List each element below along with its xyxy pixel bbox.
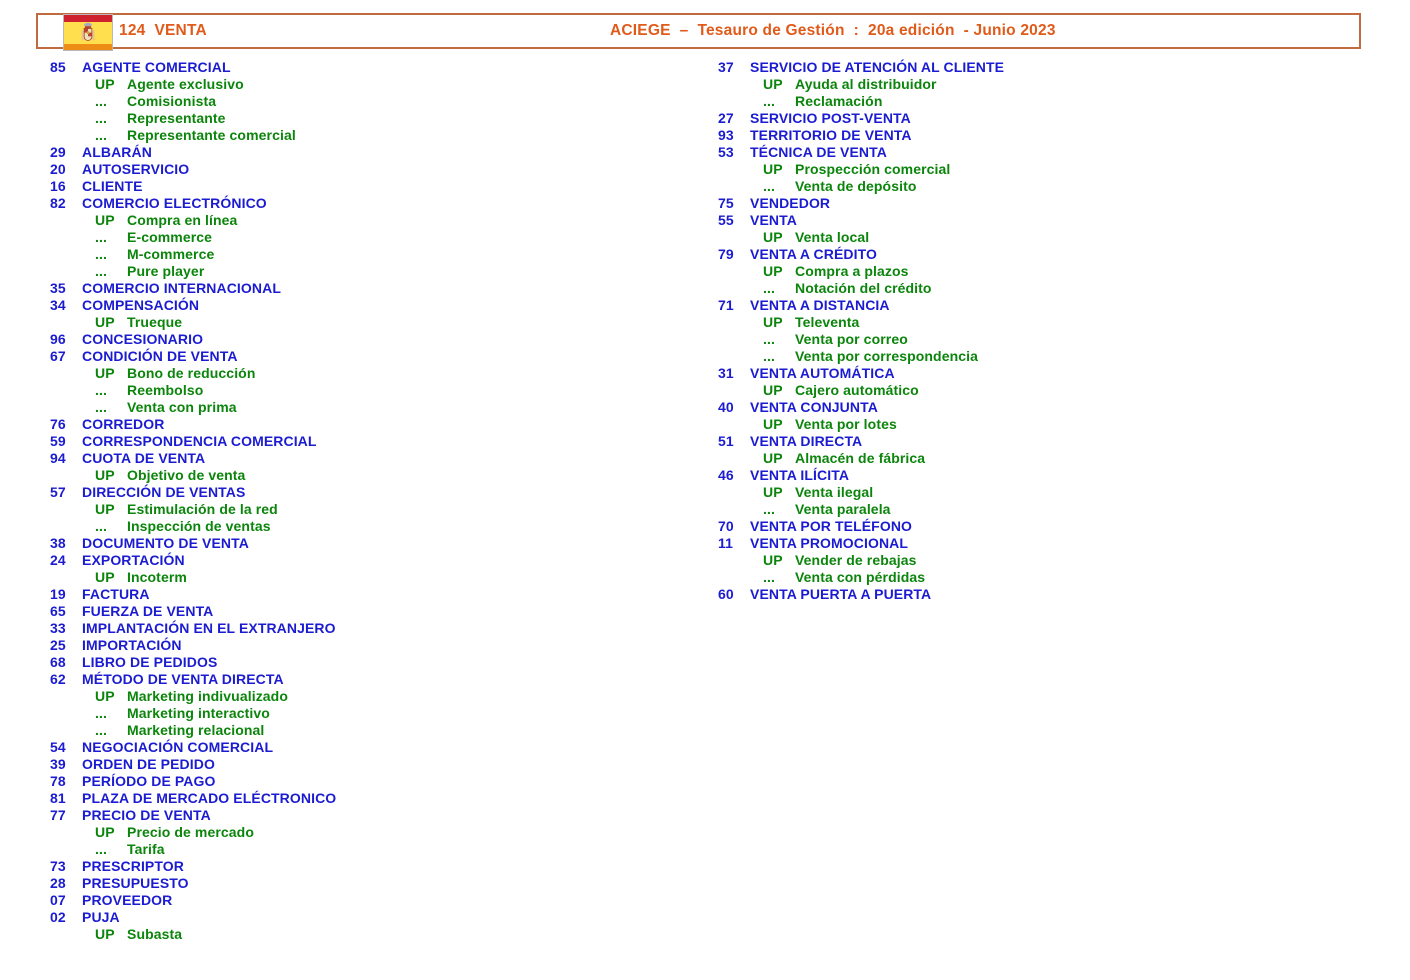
term-label: VENTA	[750, 212, 797, 228]
term-label: IMPLANTACIÓN EN EL EXTRANJERO	[82, 620, 336, 636]
subterm-row	[95, 93, 690, 110]
subterm-label: Representante comercial	[127, 127, 296, 143]
term-label: VENTA POR TELÉFONO	[750, 518, 913, 534]
subterm-row	[763, 263, 1378, 280]
term-label: VENTA ILÍCITA	[750, 467, 850, 483]
subterm-label: Marketing interactivo	[127, 705, 270, 721]
subterm-label: Agente exclusivo	[127, 76, 244, 92]
subterm-label: M-commerce	[127, 246, 215, 262]
subterm-row	[95, 314, 690, 331]
term-number: 28	[50, 875, 66, 891]
subterm-row	[95, 705, 690, 722]
term-row	[50, 586, 690, 603]
term-row	[50, 280, 690, 297]
subterm-prefix: UP	[763, 450, 783, 466]
term-row	[50, 807, 690, 824]
subterm-row	[763, 552, 1378, 569]
term-label: PERÍODO DE PAGO	[82, 773, 216, 789]
term-label: PRESUPUESTO	[82, 875, 189, 891]
term-label: ORDEN DE PEDIDO	[82, 756, 215, 772]
subterm-label: Marketing indivualizado	[127, 688, 288, 704]
subterm-row	[95, 365, 690, 382]
term-number: 62	[50, 671, 66, 687]
terms-right-column	[718, 59, 1378, 603]
term-row	[50, 433, 690, 450]
subterm-label: Trueque	[127, 314, 183, 330]
subterm-prefix: ...	[95, 229, 107, 245]
subterm-label: Tarifa	[127, 841, 165, 857]
term-number: 77	[50, 807, 66, 823]
subterm-row	[95, 263, 690, 280]
term-row	[50, 195, 690, 212]
subterm-row	[95, 110, 690, 127]
term-number: 68	[50, 654, 66, 670]
subterm-row	[95, 824, 690, 841]
term-row	[50, 892, 690, 909]
term-number: 34	[50, 297, 66, 313]
subterm-row	[763, 484, 1378, 501]
term-number: 29	[50, 144, 66, 160]
term-label: COMERCIO INTERNACIONAL	[82, 280, 281, 296]
subterm-label: Bono de reducción	[127, 365, 256, 381]
subterm-row	[763, 314, 1378, 331]
term-row	[718, 144, 1378, 161]
term-label: ALBARÁN	[82, 144, 152, 160]
term-row	[50, 178, 690, 195]
term-number: 16	[50, 178, 66, 194]
subterm-prefix: UP	[95, 569, 115, 585]
term-row	[718, 433, 1378, 450]
subterm-row	[95, 246, 690, 263]
term-number: 65	[50, 603, 66, 619]
term-row	[50, 450, 690, 467]
subterm-row	[95, 399, 690, 416]
subterm-label: Prospección comercial	[795, 161, 951, 177]
subterm-row	[763, 93, 1378, 110]
term-row	[718, 195, 1378, 212]
term-number: 70	[718, 518, 734, 534]
subterm-row	[95, 569, 690, 586]
subterm-label: Venta con prima	[127, 399, 237, 415]
term-row	[50, 909, 690, 926]
terms-left-column	[50, 59, 690, 943]
term-label: CLIENTE	[82, 178, 143, 194]
term-number: 82	[50, 195, 66, 211]
term-row	[718, 535, 1378, 552]
subterm-label: Venta ilegal	[795, 484, 874, 500]
term-label: CORRESPONDENCIA COMERCIAL	[82, 433, 317, 449]
page-number: 124	[119, 22, 146, 39]
subterm-prefix: UP	[763, 314, 783, 330]
subterm-label: Venta por correo	[795, 331, 908, 347]
term-row	[50, 331, 690, 348]
subterm-label: Venta por lotes	[795, 416, 897, 432]
coat-of-arms-icon	[80, 22, 96, 44]
edition-title: ACIEGE – Tesauro de Gestión : 20a edición - Junio 2023	[610, 22, 1056, 39]
term-label: PRESCRIPTOR	[82, 858, 184, 874]
term-label: MÉTODO DE VENTA DIRECTA	[82, 671, 284, 687]
term-label: CUOTA DE VENTA	[82, 450, 206, 466]
term-number: 79	[718, 246, 734, 262]
subterm-label: Venta local	[795, 229, 870, 245]
term-label: VENTA A CRÉDITO	[750, 246, 877, 262]
subterm-label: Venta por correspondencia	[795, 348, 978, 364]
term-label: VENTA CONJUNTA	[750, 399, 878, 415]
subterm-row	[95, 127, 690, 144]
term-row	[50, 654, 690, 671]
term-number: 54	[50, 739, 66, 755]
term-number: 76	[50, 416, 66, 432]
subterm-row	[95, 518, 690, 535]
subterm-label: Compra en línea	[127, 212, 238, 228]
subterm-prefix: UP	[95, 76, 115, 92]
subterm-prefix: ...	[763, 501, 775, 517]
subterm-label: Inspección de ventas	[127, 518, 271, 534]
term-number: 51	[718, 433, 734, 449]
term-label: VENTA A DISTANCIA	[750, 297, 890, 313]
term-number: 81	[50, 790, 66, 806]
subterm-prefix: ...	[95, 722, 107, 738]
term-row	[50, 620, 690, 637]
subterm-label: Reclamación	[795, 93, 883, 109]
subterm-prefix: UP	[763, 229, 783, 245]
term-label: PUJA	[82, 909, 120, 925]
term-row	[718, 297, 1378, 314]
subterm-label: Venta con pérdidas	[795, 569, 926, 585]
subterm-prefix: ...	[763, 348, 775, 364]
term-label: AGENTE COMERCIAL	[82, 59, 231, 75]
term-number: 93	[718, 127, 734, 143]
term-row	[50, 161, 690, 178]
term-label: CORREDOR	[82, 416, 165, 432]
term-label: AUTOSERVICIO	[82, 161, 190, 177]
term-label: CONCESIONARIO	[82, 331, 204, 347]
term-number: 75	[718, 195, 734, 211]
subterm-prefix: UP	[95, 688, 115, 704]
term-label: VENTA AUTOMÁTICA	[750, 365, 895, 381]
subterm-row	[763, 280, 1378, 297]
term-label: VENTA PROMOCIONAL	[750, 535, 909, 551]
term-label: COMPENSACIÓN	[82, 297, 200, 313]
term-row	[50, 637, 690, 654]
term-row	[718, 518, 1378, 535]
subterm-label: Objetivo de venta	[127, 467, 246, 483]
subterm-row	[763, 76, 1378, 93]
subterm-prefix: UP	[95, 314, 115, 330]
term-number: 35	[50, 280, 66, 296]
subterm-label: Venta de depósito	[795, 178, 917, 194]
subterm-prefix: UP	[95, 926, 115, 942]
term-number: 94	[50, 450, 66, 466]
subterm-row	[95, 501, 690, 518]
subterm-prefix: ...	[95, 399, 107, 415]
subterm-row	[95, 229, 690, 246]
subterm-row	[95, 212, 690, 229]
term-row	[50, 535, 690, 552]
spain-flag-icon	[63, 14, 113, 51]
subterm-prefix: ...	[95, 841, 107, 857]
flag-yellow-stripe	[64, 22, 112, 44]
term-row	[50, 756, 690, 773]
subterm-prefix: UP	[95, 824, 115, 840]
term-number: 24	[50, 552, 66, 568]
subterm-prefix: UP	[763, 76, 783, 92]
subterm-row	[763, 178, 1378, 195]
subterm-prefix: UP	[763, 484, 783, 500]
subterm-row	[763, 501, 1378, 518]
term-label: DIRECCIÓN DE VENTAS	[82, 484, 246, 500]
term-label: CONDICIÓN DE VENTA	[82, 348, 238, 364]
term-number: 40	[718, 399, 734, 415]
subterm-prefix: UP	[95, 365, 115, 381]
term-row	[50, 671, 690, 688]
term-number: 71	[718, 297, 734, 313]
term-row	[718, 246, 1378, 263]
term-row	[718, 399, 1378, 416]
subterm-row	[763, 229, 1378, 246]
term-number: 55	[718, 212, 734, 228]
term-label: TERRITORIO DE VENTA	[750, 127, 912, 143]
subterm-row	[763, 331, 1378, 348]
flag-orange-stripe	[64, 44, 112, 51]
subterm-prefix: UP	[763, 161, 783, 177]
subterm-label: Representante	[127, 110, 226, 126]
subterm-prefix: UP	[95, 467, 115, 483]
subterm-prefix: ...	[95, 127, 107, 143]
subterm-prefix: UP	[763, 382, 783, 398]
subterm-prefix: ...	[95, 705, 107, 721]
subterm-prefix: ...	[95, 263, 107, 279]
subterm-row	[763, 569, 1378, 586]
term-label: PRECIO DE VENTA	[82, 807, 211, 823]
subterm-label: Comisionista	[127, 93, 217, 109]
term-number: 19	[50, 586, 66, 602]
term-row	[50, 348, 690, 365]
subterm-label: Precio de mercado	[127, 824, 254, 840]
subterm-row	[763, 382, 1378, 399]
term-row	[50, 484, 690, 501]
term-label: FUERZA DE VENTA	[82, 603, 214, 619]
term-row	[50, 416, 690, 433]
subterm-row	[95, 841, 690, 858]
term-label: FACTURA	[82, 586, 150, 602]
subterm-row	[763, 161, 1378, 178]
subterm-prefix: UP	[95, 501, 115, 517]
term-number: 78	[50, 773, 66, 789]
subterm-prefix: UP	[763, 263, 783, 279]
term-label: EXPORTACIÓN	[82, 552, 185, 568]
term-number: 31	[718, 365, 734, 381]
subterm-row	[95, 76, 690, 93]
term-row	[718, 586, 1378, 603]
subterm-prefix: ...	[763, 280, 775, 296]
term-number: 27	[718, 110, 734, 126]
term-row	[50, 144, 690, 161]
term-label: PLAZA DE MERCADO ELÉCTRONICO	[82, 790, 337, 806]
term-row	[718, 110, 1378, 127]
subterm-row	[763, 348, 1378, 365]
subterm-label: Televenta	[795, 314, 860, 330]
term-number: 59	[50, 433, 66, 449]
term-row	[50, 875, 690, 892]
subterm-row	[95, 722, 690, 739]
term-label: VENDEDOR	[750, 195, 831, 211]
term-label: DOCUMENTO DE VENTA	[82, 535, 249, 551]
subterm-row	[763, 416, 1378, 433]
subterm-label: Almacén de fábrica	[795, 450, 926, 466]
term-number: 53	[718, 144, 734, 160]
subterm-prefix: UP	[763, 416, 783, 432]
term-label: VENTA DIRECTA	[750, 433, 863, 449]
term-label: COMERCIO ELECTRÓNICO	[82, 195, 267, 211]
term-label: PROVEEDOR	[82, 892, 173, 908]
term-row	[718, 127, 1378, 144]
term-number: 60	[718, 586, 734, 602]
subterm-label: Pure player	[127, 263, 205, 279]
term-row	[50, 739, 690, 756]
term-number: 25	[50, 637, 66, 653]
term-row	[718, 212, 1378, 229]
term-label: SERVICIO POST-VENTA	[750, 110, 911, 126]
term-row	[50, 59, 690, 76]
subterm-row	[95, 467, 690, 484]
subterm-label: Ayuda al distribuidor	[795, 76, 937, 92]
term-label: LIBRO DE PEDIDOS	[82, 654, 218, 670]
subterm-prefix: ...	[763, 178, 775, 194]
term-number: 39	[50, 756, 66, 772]
subterm-label: Cajero automático	[795, 382, 919, 398]
term-label: VENTA PUERTA A PUERTA	[750, 586, 932, 602]
subterm-label: Compra a plazos	[795, 263, 909, 279]
subterm-label: Incoterm	[127, 569, 187, 585]
term-row	[50, 773, 690, 790]
subterm-label: Subasta	[127, 926, 183, 942]
subterm-row	[763, 450, 1378, 467]
header-bar	[36, 13, 1361, 49]
subterm-prefix: ...	[95, 93, 107, 109]
subterm-prefix: ...	[763, 93, 775, 109]
term-number: 11	[718, 535, 733, 551]
subterm-label: Marketing relacional	[127, 722, 265, 738]
subterm-prefix: ...	[763, 331, 775, 347]
page-title: VENTA	[154, 22, 207, 39]
term-row	[50, 297, 690, 314]
term-number: 07	[50, 892, 66, 908]
subterm-prefix: ...	[95, 382, 107, 398]
term-label: NEGOCIACIÓN COMERCIAL	[82, 739, 274, 755]
subterm-label: Venta paralela	[795, 501, 891, 517]
subterm-label: Estimulación de la red	[127, 501, 278, 517]
document-title	[119, 15, 207, 47]
subterm-label: Notación del crédito	[795, 280, 932, 296]
term-number: 02	[50, 909, 66, 925]
subterm-label: Vender de rebajas	[795, 552, 917, 568]
term-number: 20	[50, 161, 66, 177]
subterm-prefix: ...	[763, 569, 775, 585]
subterm-prefix: ...	[95, 110, 107, 126]
term-number: 33	[50, 620, 66, 636]
subterm-prefix: UP	[95, 212, 115, 228]
subterm-prefix: ...	[95, 518, 107, 534]
subterm-prefix: ...	[95, 246, 107, 262]
term-number: 73	[50, 858, 66, 874]
term-label: SERVICIO DE ATENCIÓN AL CLIENTE	[750, 59, 1005, 75]
term-number: 37	[718, 59, 734, 75]
subterm-row	[95, 382, 690, 399]
subterm-prefix: UP	[763, 552, 783, 568]
term-number: 96	[50, 331, 66, 347]
term-row	[718, 467, 1378, 484]
term-number: 67	[50, 348, 66, 364]
term-number: 46	[718, 467, 734, 483]
term-number: 38	[50, 535, 66, 551]
term-row	[50, 603, 690, 620]
term-number: 85	[50, 59, 66, 75]
term-number: 57	[50, 484, 66, 500]
term-row	[50, 858, 690, 875]
term-row	[718, 365, 1378, 382]
subterm-label: E-commerce	[127, 229, 213, 245]
term-row	[718, 59, 1378, 76]
term-label: TÉCNICA DE VENTA	[750, 144, 887, 160]
subterm-row	[95, 926, 690, 943]
term-label: IMPORTACIÓN	[82, 637, 182, 653]
term-row	[50, 552, 690, 569]
subterm-label: Reembolso	[127, 382, 204, 398]
subterm-row	[95, 688, 690, 705]
term-row	[50, 790, 690, 807]
